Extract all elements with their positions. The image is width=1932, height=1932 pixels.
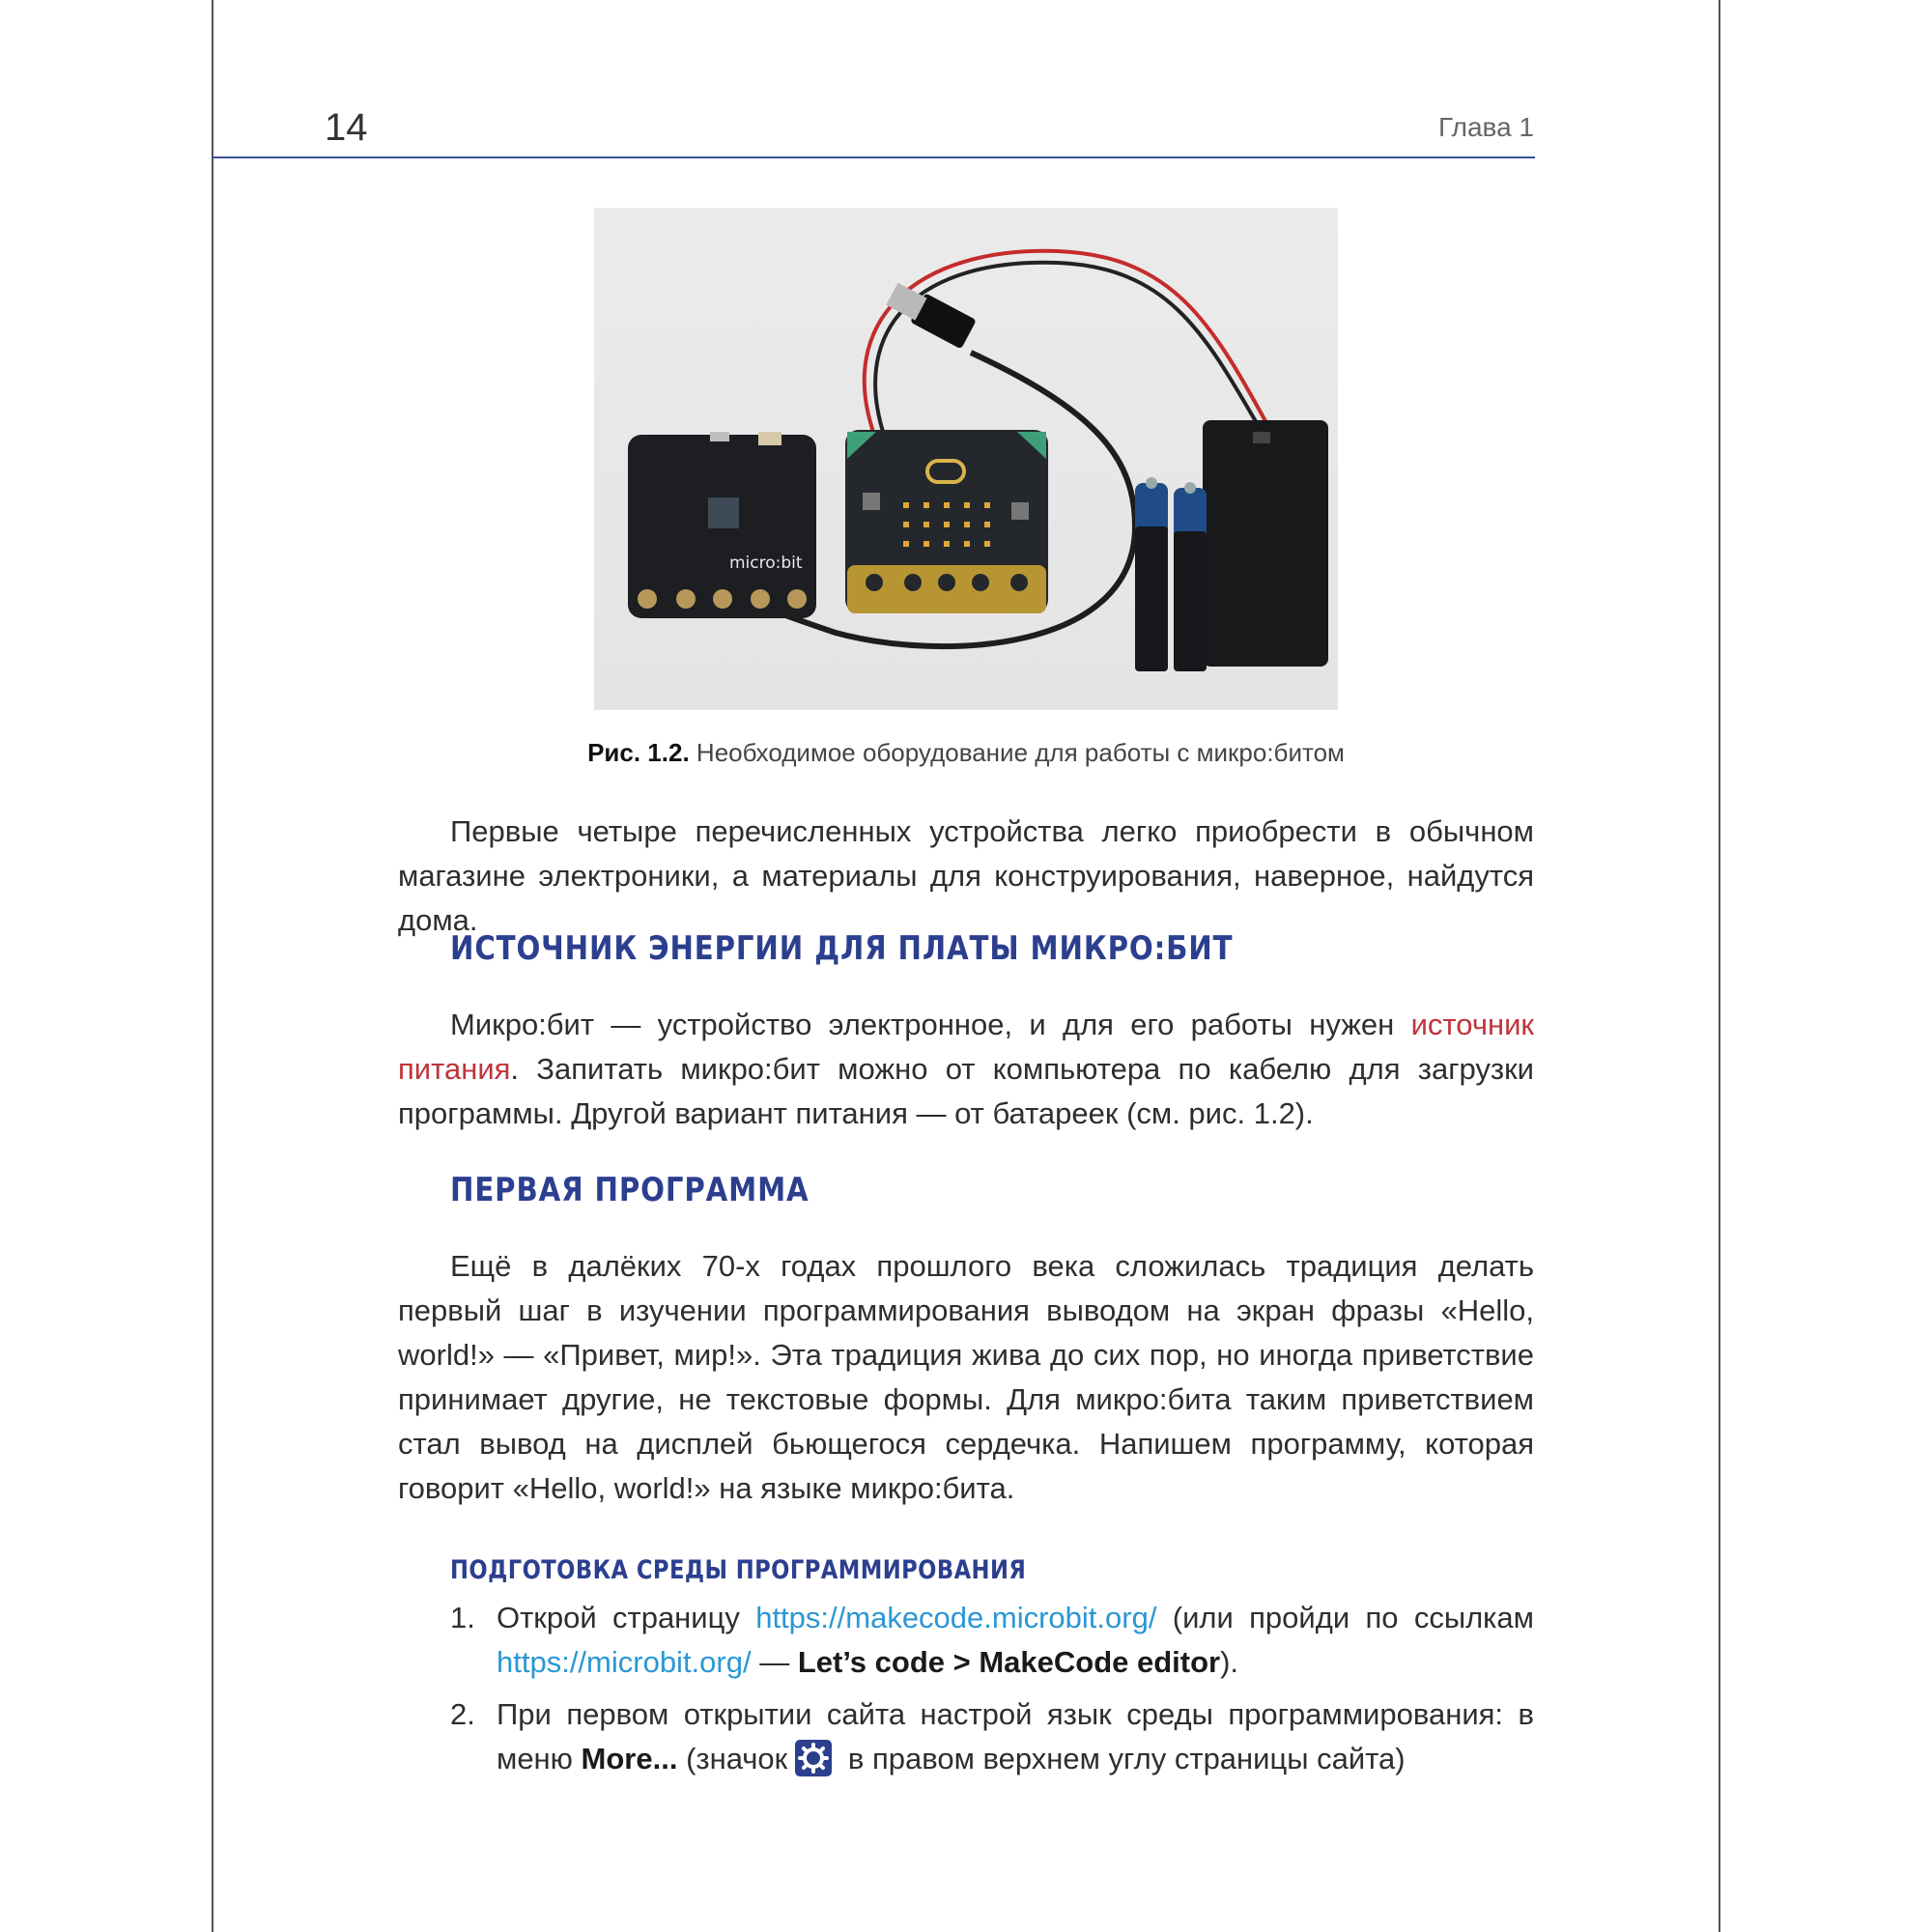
list-text: ). xyxy=(1220,1645,1239,1679)
list-number: 1. xyxy=(450,1601,475,1634)
gear-icon xyxy=(795,1740,832,1776)
list-text: (значок xyxy=(677,1742,788,1776)
first-program-paragraph: Ещё в далёких 70-х годах прошлого века сложилась традиция делать первый шаг в изучении программирования выводом на экран фразы «Hello, world!» — «Привет, мир!». Эта традиция жива до сих пор, но иногда приветствие принимает другие, не текстовые формы. Для микро:бита таким приветствием стал вывод на дисплей бьющегося сердечка. Напишем программу, которая говорит «Hello, world!» на языке микро:бита. xyxy=(398,1249,1534,1505)
list-item-1 xyxy=(450,1596,1534,1685)
microbit-board-back xyxy=(628,432,816,618)
intro-paragraph: Первые четыре перечисленных устройства легко приобрести в обычном магазине электроники, а материалы для конструирования, наверное, найдутся дома. xyxy=(398,814,1534,937)
battery-holder xyxy=(1203,420,1328,667)
page-border-right xyxy=(1719,0,1720,1932)
subsection-heading-setup: ПОДГОТОВКА СРЕДЫ ПРОГРАММИРОВАНИЯ xyxy=(450,1555,1027,1585)
caption-text: Необходимое оборудование для работы с микро:битом xyxy=(696,738,1345,767)
header-rule xyxy=(212,156,1535,158)
board-left-label: micro:bit xyxy=(729,554,803,573)
list-text: При первом открытии сайта настрой язык среды программирования: в меню xyxy=(497,1697,1534,1776)
page-number: 14 xyxy=(325,106,368,149)
list-text: (или пройди по ссылкам xyxy=(1156,1601,1534,1634)
list-text: Открой страницу xyxy=(497,1601,756,1634)
microbit-board-front xyxy=(845,430,1048,613)
list-number: 2. xyxy=(450,1697,475,1731)
page-border-left xyxy=(212,0,213,1932)
microbit-equipment-illustration xyxy=(594,208,1338,710)
section-heading-power: ИСТОЧНИК ЭНЕРГИИ ДЛЯ ПЛАТЫ МИКРО:БИТ xyxy=(450,929,1234,968)
section-heading-first-program: ПЕРВАЯ ПРОГРАММА xyxy=(450,1171,810,1209)
menu-path: Let’s code > MakeCode editor xyxy=(797,1645,1221,1679)
list-text: — xyxy=(751,1645,798,1679)
microbit-link[interactable]: https://microbit.org/ xyxy=(497,1645,752,1679)
power-paragraph xyxy=(398,1003,1534,1136)
chapter-title: Глава 1 xyxy=(1438,112,1534,142)
list-item-2 xyxy=(450,1692,1534,1781)
list-text: в правом верхнем углу страницы сайта) xyxy=(839,1742,1406,1776)
figure-caption xyxy=(0,738,1932,768)
caption-label: Рис. 1.2. xyxy=(587,738,690,767)
aaa-batteries xyxy=(1135,477,1207,671)
power-text-start: Микро:бит — устройство электронное, и для его работы нужен xyxy=(450,1008,1411,1041)
figure-photo xyxy=(594,208,1338,710)
power-text-end: . Запитать микро:бит можно от компьютера по кабелю для загрузки программы. Другой вариант питания — от батареек (см. рис. 1.2). xyxy=(398,1052,1534,1130)
power-source-term[interactable]: источник питания xyxy=(398,1008,1534,1086)
makecode-link[interactable]: https://makecode.microbit.org/ xyxy=(755,1601,1157,1634)
more-menu-label: More... xyxy=(581,1742,678,1776)
